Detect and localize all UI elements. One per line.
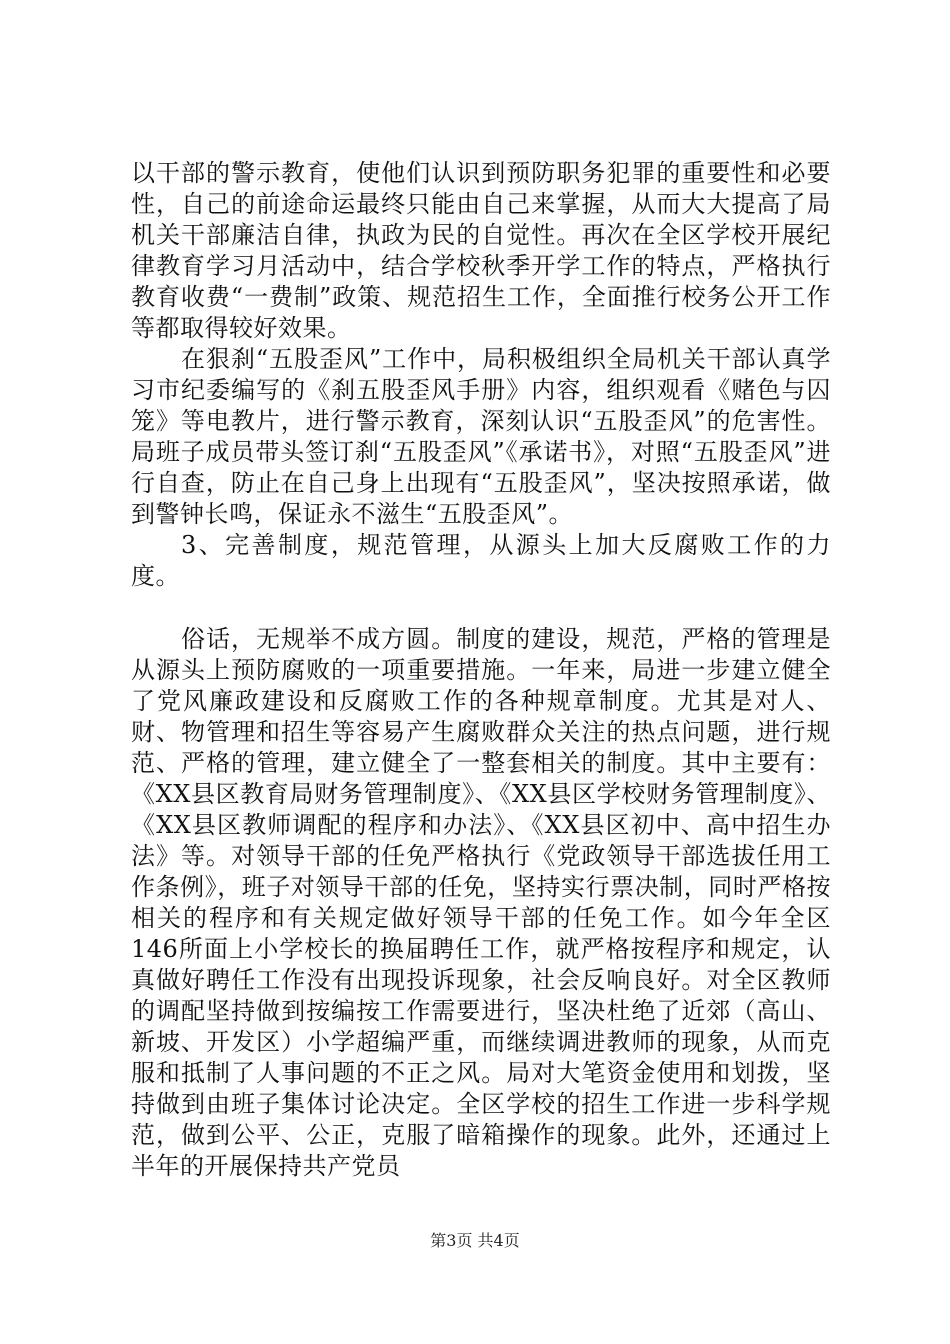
page-footer: 第3页 共4页 <box>430 1231 520 1250</box>
paragraph-regulations: 俗话，无规举不成方圆。制度的建设，规范，严格的管理是从源头上预防腐败的一项重要措施。一年来，局进一步建立健全了党风廉政建设和反腐败工作的各种规章制度。尤其是对人、财、物管理和招生等容易产生腐败群众关注的热点问题，进行规范、严格的管理，建立健全了一整套相关的制度。其中主要有：《XX县区教育局财务管理制度》、《XX县区学校财务管理制度》、《XX县区教师调配的程序和办法》、《XX县区初中、高中招生办法》等。对领导干部的任免严格执行《党政领导干部选拔任用工作条例》，班子对领导干部的任免，坚持实行票决制，同时严格按相关的程序和有关规定做好领导干部的任免工作。如今年全区146所面上小学校长的换届聘任工作，就严格按程序和规定，认真做好聘任工作没有出现投诉现象，社会反响良好。对全区教师的调配坚持做到按编按工作需要进行，坚决杜绝了近郊（高山、新坡、开发区）小学超编严重，而继续调进教师的现象，从而克服和抵制了人事问题的不正之风。局对大笔资金使用和划拨，坚持做到由班子集体讨论决定。全区学校的招生工作进一步科学规范，做到公平、公正，克服了暗箱操作的现象。此外，还通过上半年的开展保持共产党员 <box>131 625 831 1180</box>
paragraph-five-winds: 在狠刹“五股歪风”工作中，局积极组织全局机关干部认真学习市纪委编写的《刹五股歪风手册》内容，组织观看《赌色与囚笼》等电教片，进行警示教育，深刻认识“五股歪风”的危害性。局班子成员带头签订刹“五股歪风”《承诺书》，对照“五股歪风”进行自查，防止在自己身上出现有“五股歪风”，坚决按照承诺，做到警钟长鸣，保证永不滋生“五股歪风”。 <box>131 345 831 528</box>
section-heading-institutions: 3、完善制度，规范管理，从源头上加大反腐败工作的力度。 <box>131 531 831 590</box>
document-body <box>131 158 831 1182</box>
paragraph-warning-education: 以干部的警示教育，使他们认识到预防职务犯罪的重要性和必要性，自己的前途命运最终只能由自己来掌握，从而大大提高了局机关干部廉洁自律，执政为民的自觉性。再次在全区学校开展纪律教育学习月活动中，结合学校秋季开学工作的特点，严格执行教育收费“一费制”政策、规范招生工作，全面推行校务公开工作等都取得较好效果。 <box>131 159 831 342</box>
